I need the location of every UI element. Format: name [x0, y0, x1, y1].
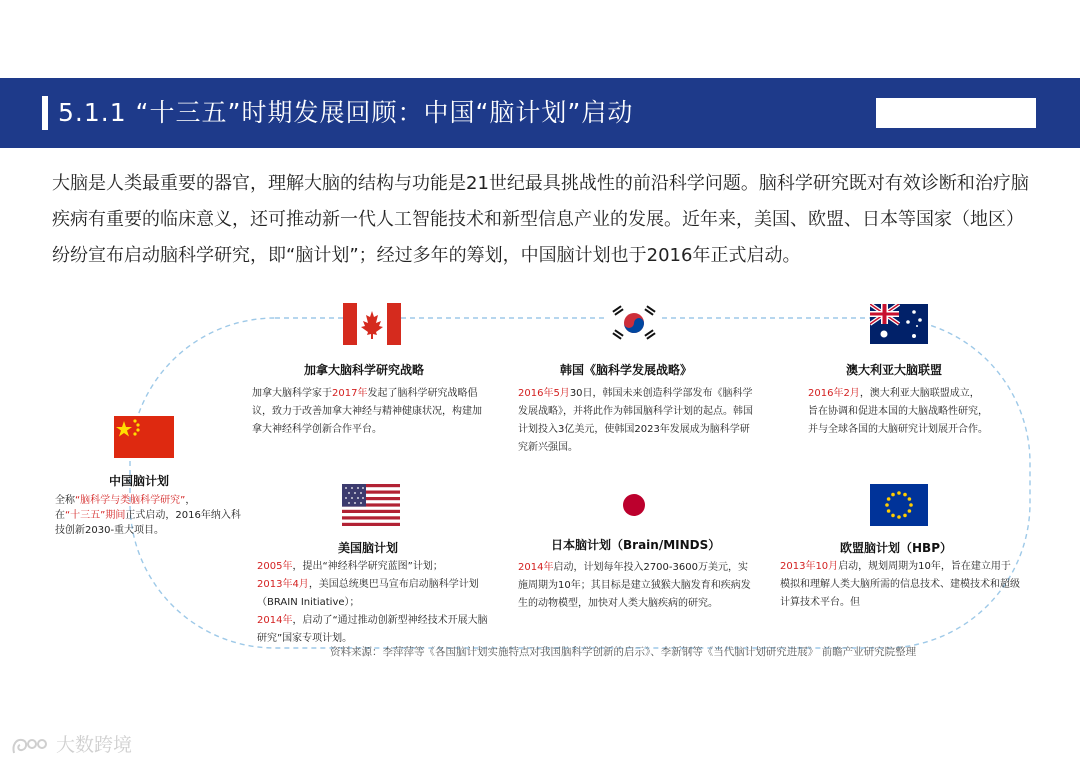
china-title: 中国脑计划	[109, 474, 170, 488]
usa-description: 2005年，提出“神经科学研究蓝图”计划； 2013年4月，美国总统奥巴马宣布启动脑科学计划（BRAIN Initiative）； 2014年，启动了“通过推动创新型神经技术开展大脑研究”国家专项计划。	[257, 561, 488, 644]
intro-paragraph: 大脑是人类最重要的器官，理解大脑的结构与功能是21世纪最具挑战性的前沿科学问题。脑科学研究既对有效诊断和治疗脑疾病有重要的临床意义，还可推动新一代人工智能技术和新型信息产业的发展。近年来，美国、欧盟、日本等国家（地区）纷纷宣布启动脑科学研究，即“脑计划”；经过多年的筹划，中国脑计划也于2016年正式启动。	[52, 173, 1029, 266]
china-description: 全称“脑科学与类脑科学研究”， 在“十三五”期间正式启动，2016年纳入科技创新2030-重大项目。	[55, 495, 241, 536]
watermark-logo-icon	[10, 735, 50, 757]
korea-title: 韩国《脑科学发展战略》	[560, 363, 693, 377]
canada-description: 加拿大脑科学家于2017年发起了脑科学研究战略倡议，致力于改善加拿大神经与精神健康状况，构建加拿大神经科学创新合作平台。	[252, 388, 482, 435]
japan-description: 2014年启动，计划每年投入2700-3600万美元，实施周期为10年；其目标是建立狨猴大脑发育和疾病发生的动物模型，加快对人类大脑疾病的研究。	[518, 562, 751, 609]
australia-title: 澳大利亚大脑联盟	[846, 363, 943, 377]
china-flag-icon	[114, 416, 174, 458]
korea-description: 2016年5月30日，韩国未来创造科学部发布《脑科学发展战略》，并将此作为韩国脑科学计划的起点。韩国计划投入3亿美元，使韩国2023年发展成为脑科学研究新兴强国。	[518, 388, 753, 453]
watermark	[10, 730, 132, 757]
japan-title: 日本脑计划（Brain/MINDS）	[551, 538, 721, 552]
eu-title: 欧盟脑计划（HBP）	[840, 541, 952, 555]
usa-flag-icon	[342, 484, 400, 526]
australia-description: 2016年2月，澳大利亚大脑联盟成立，旨在协调和促进本国的大脑战略性研究，并与全球各国的大脑研究计划展开合作。	[808, 388, 988, 435]
eu-description: 2013年10月启动，规划周期为10年，旨在建立用于模拟和理解人类大脑所需的信息技术、建模技术和超级计算技术平台。但	[780, 561, 1020, 608]
source-note: 资料来源：李萍萍等《各国脑计划实施特点对我国脑科学创新的启示》、李新钢等《当代脑计划研究进展》 前瞻产业研究院整理	[330, 646, 917, 658]
japan-flag-icon	[606, 485, 662, 525]
usa-title: 美国脑计划	[338, 541, 399, 555]
canada-flag-icon	[343, 303, 401, 345]
korea-flag-icon	[606, 302, 662, 344]
page-title: 5.1.1 “十三五”时期发展回顾：中国“脑计划”启动	[58, 98, 634, 127]
australia-flag-icon	[870, 304, 928, 344]
eu-flag-icon	[870, 484, 928, 526]
canada-title: 加拿大脑科学研究战略	[304, 363, 425, 377]
watermark-text: 大数跨境	[56, 734, 133, 756]
